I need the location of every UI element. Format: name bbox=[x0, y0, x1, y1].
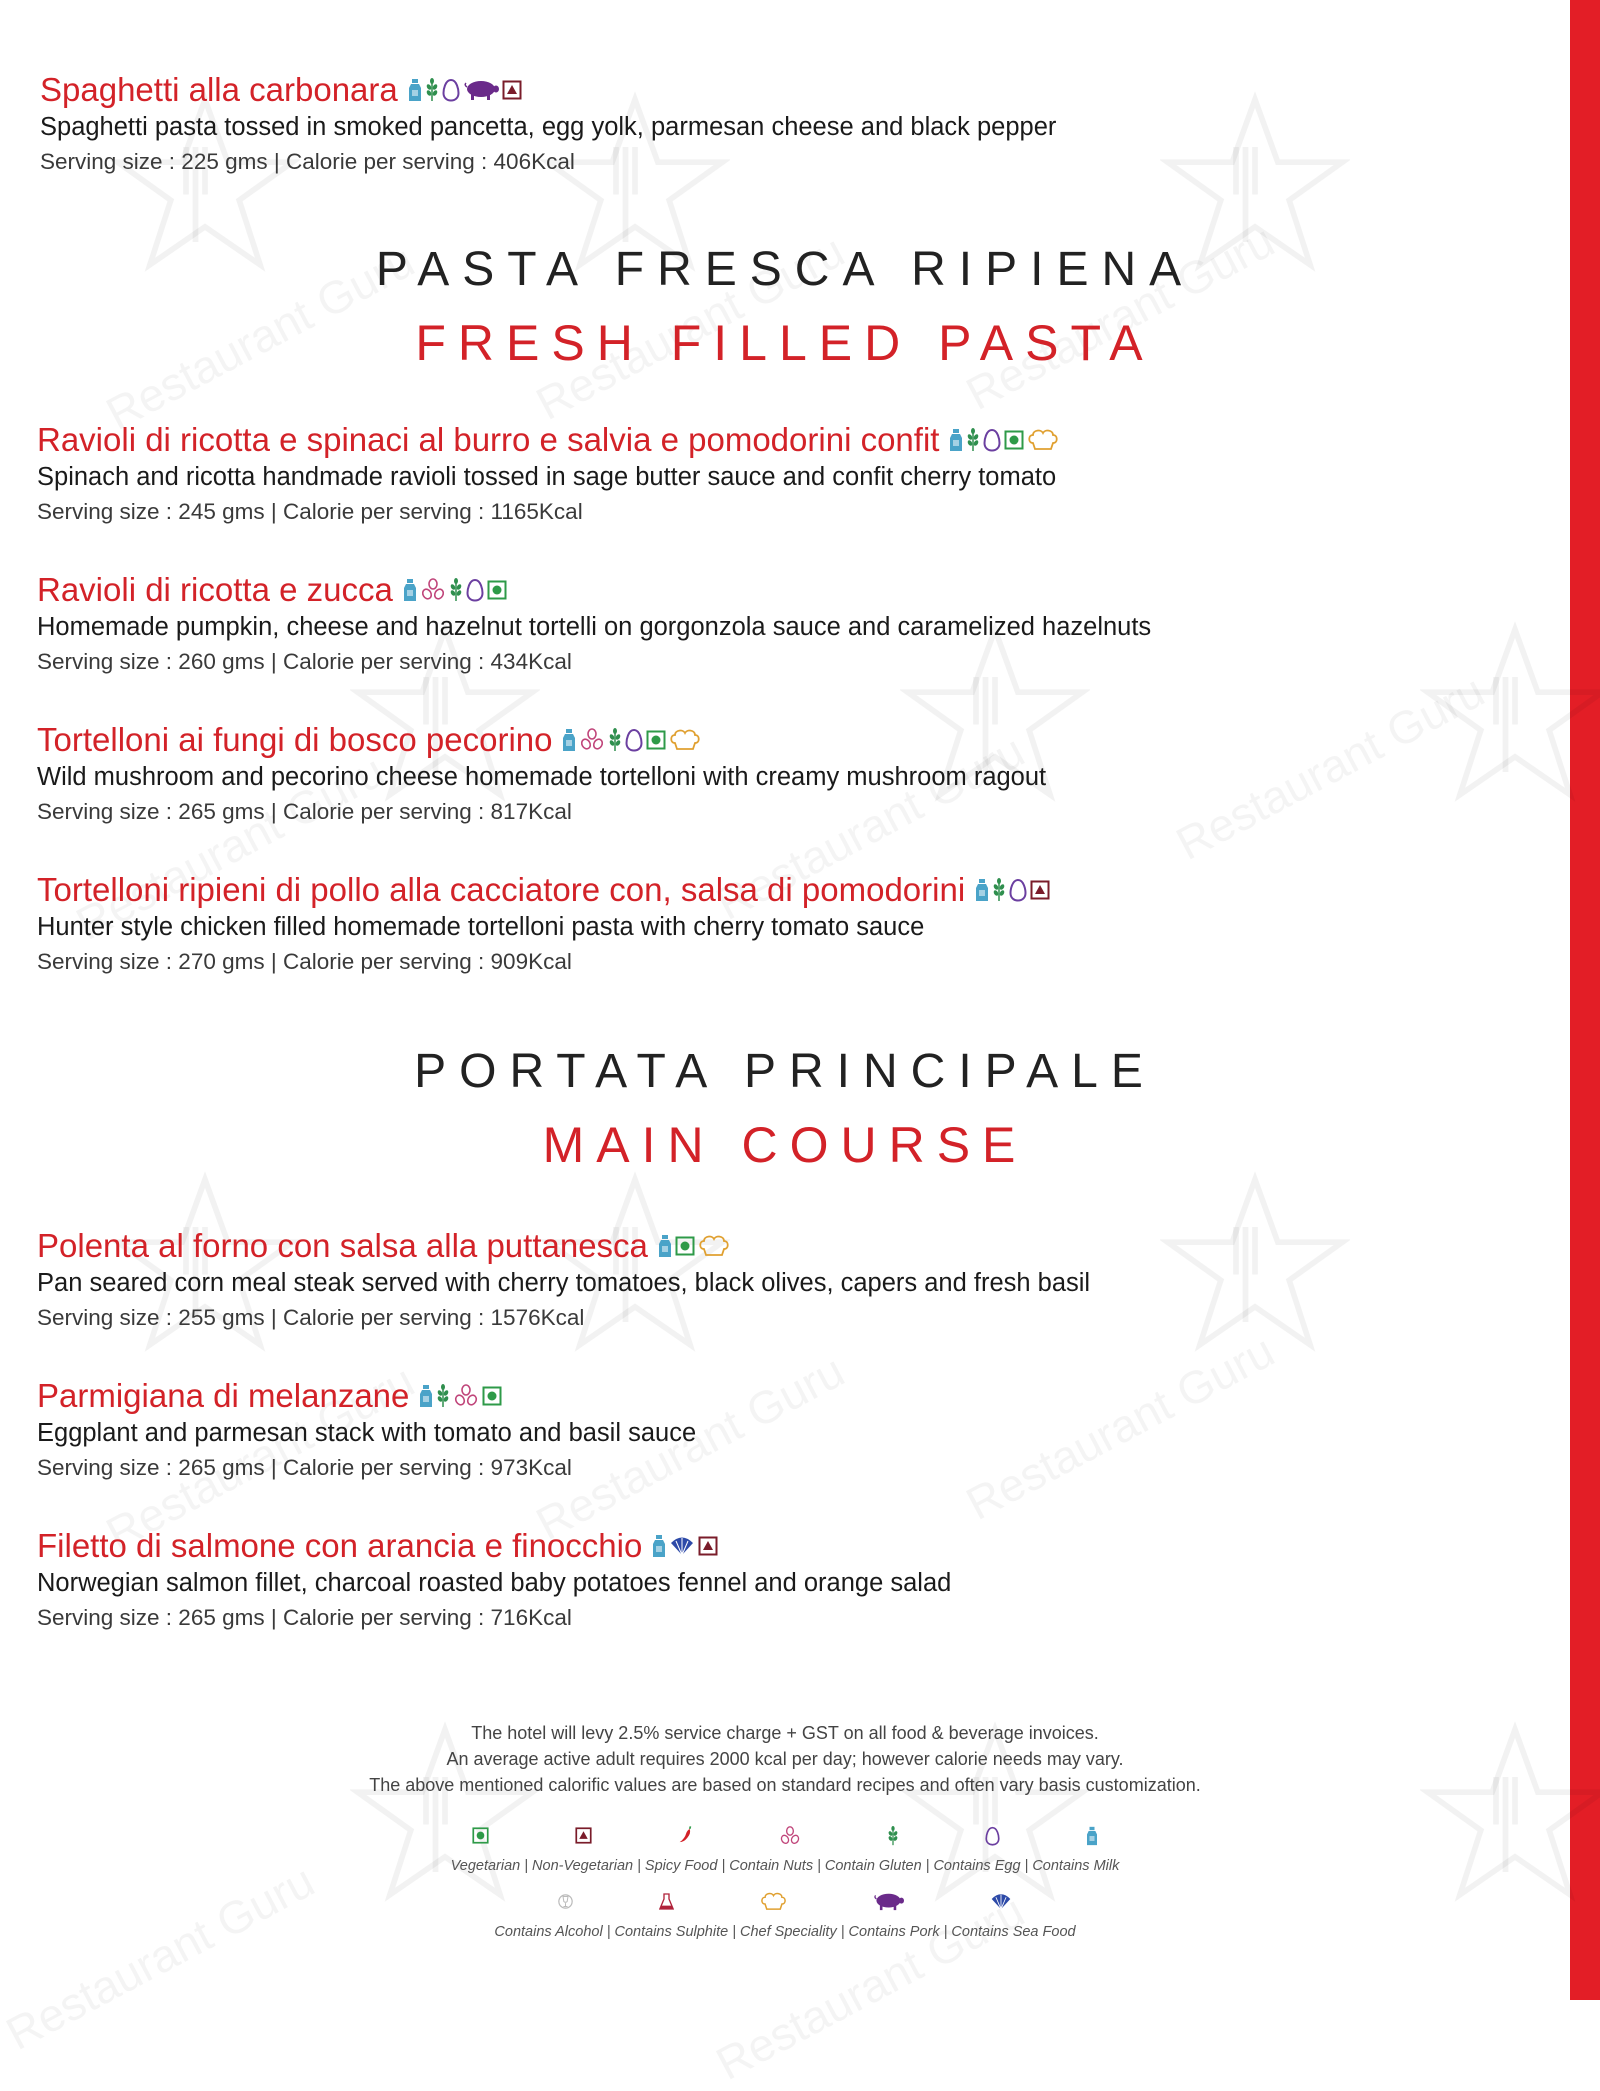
allergen-icons bbox=[562, 728, 701, 752]
non-veg-icon bbox=[698, 1536, 718, 1556]
veg-icon bbox=[472, 1827, 489, 1849]
dish-description: Homemade pumpkin, cheese and hazelnut tortelli on gorgonzola sauce and caramelized hazelnuts bbox=[37, 613, 1152, 641]
side-accent-bar bbox=[1570, 0, 1600, 2000]
gluten-icon bbox=[887, 1826, 899, 1851]
calorific-values-note: The above mentioned calorific values are based on standard recipes and often vary basis customization. bbox=[369, 1775, 1201, 1795]
milk-icon bbox=[658, 1234, 672, 1258]
dish-title: Parmigiana di melanzane bbox=[37, 1377, 410, 1414]
legend-icons bbox=[0, 1890, 1570, 1918]
section-main-course bbox=[0, 1042, 1570, 1180]
dish-serving-info: Serving size : 255 gms | Calorie per serving : 1576Kcal bbox=[37, 1305, 585, 1330]
gluten-icon bbox=[992, 878, 1006, 902]
dish-serving-info: Serving size : 245 gms | Calorie per serving : 1165Kcal bbox=[37, 499, 583, 524]
dish-serving-info: Serving size : 265 gms | Calorie per serving : 716Kcal bbox=[37, 1605, 572, 1630]
dish-serving-info: Serving size : 265 gms | Calorie per serving : 973Kcal bbox=[37, 1455, 572, 1480]
dish-serving-info: Serving size : 225 gms | Calorie per serving : 406Kcal bbox=[40, 149, 575, 174]
allergen-icons bbox=[419, 1384, 502, 1408]
watermark-text bbox=[0, 1853, 323, 2060]
section-title-english: FRESH FILLED PASTA bbox=[415, 315, 1155, 371]
section-title-italian: PORTATA PRINCIPALE bbox=[414, 1045, 1156, 1098]
sulphite-icon bbox=[659, 1892, 674, 1916]
dish-item bbox=[37, 570, 1151, 679]
dish-item bbox=[40, 70, 1056, 179]
dish-description: Hunter style chicken filled homemade tortelloni pasta with cherry tomato sauce bbox=[37, 913, 925, 941]
alcohol-icon bbox=[558, 1892, 573, 1916]
section-title-italian: PASTA FRESCA RIPIENA bbox=[375, 243, 1195, 296]
gluten-icon bbox=[966, 428, 980, 452]
pork-icon bbox=[463, 79, 499, 101]
chef-icon bbox=[760, 1892, 787, 1916]
milk-icon bbox=[419, 1384, 433, 1408]
dish-item bbox=[37, 1376, 696, 1485]
dish-serving-info: Serving size : 270 gms | Calorie per serving : 909Kcal bbox=[37, 949, 572, 974]
non-veg-icon bbox=[502, 80, 522, 100]
legend-labels: Vegetarian | Non-Vegetarian | Spicy Food | Contain Nuts | Contain Gluten | Contains Egg | Contains Milk bbox=[450, 1858, 1120, 1874]
allergen-icons bbox=[658, 1234, 730, 1258]
milk-icon bbox=[562, 728, 576, 752]
veg-icon bbox=[646, 730, 666, 750]
dish-item bbox=[37, 1526, 951, 1635]
milk-icon bbox=[1086, 1826, 1098, 1851]
watermark-logo bbox=[1160, 1170, 1350, 1360]
allergen-icons bbox=[975, 878, 1050, 902]
legend-row-1 bbox=[0, 1824, 1570, 1874]
dish-title: Polenta al forno con salsa alla puttanesca bbox=[37, 1227, 648, 1264]
egg-icon bbox=[442, 78, 460, 102]
egg-icon bbox=[1009, 878, 1027, 902]
veg-icon bbox=[1004, 430, 1024, 450]
dish-description: Norwegian salmon fillet, charcoal roasted baby potatoes fennel and orange salad bbox=[37, 1569, 952, 1597]
seafood-icon bbox=[990, 1892, 1012, 1916]
spicy-icon bbox=[678, 1826, 693, 1850]
gluten-icon bbox=[608, 728, 622, 752]
dish-item bbox=[37, 870, 1050, 979]
nuts-icon bbox=[579, 728, 605, 752]
legend-icons bbox=[0, 1824, 1570, 1852]
allergen-icons bbox=[403, 578, 507, 602]
chef-icon bbox=[1027, 429, 1059, 451]
allergen-icons bbox=[949, 428, 1059, 452]
egg-icon bbox=[983, 428, 1001, 452]
milk-icon bbox=[408, 78, 422, 102]
veg-icon bbox=[482, 1386, 502, 1406]
dish-title: Spaghetti alla carbonara bbox=[40, 71, 398, 108]
gluten-icon bbox=[425, 78, 439, 102]
dish-title: Filetto di salmone con arancia e finocchio bbox=[37, 1527, 643, 1564]
watermark-text bbox=[957, 1323, 1283, 1530]
dish-title: Tortelloni ai fungi di bosco pecorino bbox=[37, 721, 553, 758]
chef-icon bbox=[698, 1235, 730, 1257]
gluten-icon bbox=[449, 578, 463, 602]
egg-icon bbox=[625, 728, 643, 752]
seafood-icon bbox=[669, 1535, 695, 1557]
milk-icon bbox=[949, 428, 963, 452]
non-veg-icon bbox=[1030, 880, 1050, 900]
pork-icon bbox=[873, 1892, 904, 1916]
milk-icon bbox=[652, 1534, 666, 1558]
dish-description: Pan seared corn meal steak served with cherry tomatoes, black olives, capers and fresh basil bbox=[37, 1269, 1091, 1297]
nuts-icon bbox=[779, 1826, 801, 1851]
section-fresh-filled-pasta bbox=[0, 240, 1570, 378]
allergen-icons bbox=[408, 78, 522, 102]
dish-title: Ravioli di ricotta e zucca bbox=[37, 571, 393, 608]
dish-item bbox=[37, 720, 1046, 829]
veg-icon bbox=[675, 1236, 695, 1256]
dish-description: Wild mushroom and pecorino cheese homemade tortelloni with creamy mushroom ragout bbox=[37, 763, 1047, 791]
non-veg-icon bbox=[575, 1827, 592, 1849]
legend-labels: Contains Alcohol | Contains Sulphite | Chef Speciality | Contains Pork | Contains Sea Food bbox=[494, 1924, 1076, 1940]
allergen-icons bbox=[652, 1534, 718, 1558]
calorie-note: An average active adult requires 2000 kcal per day; however calorie needs may vary. bbox=[446, 1749, 1124, 1769]
nuts-icon bbox=[453, 1384, 479, 1408]
footer-notes bbox=[0, 1720, 1570, 1798]
egg-icon bbox=[985, 1826, 1000, 1851]
dish-serving-info: Serving size : 260 gms | Calorie per serving : 434Kcal bbox=[37, 649, 572, 674]
dish-title: Ravioli di ricotta e spinaci al burro e salvia e pomodorini confit bbox=[37, 421, 940, 458]
veg-icon bbox=[487, 580, 507, 600]
gluten-icon bbox=[436, 1384, 450, 1408]
section-title-english: MAIN COURSE bbox=[542, 1117, 1028, 1173]
watermark-text bbox=[1167, 663, 1493, 870]
dish-item bbox=[37, 420, 1059, 529]
dish-serving-info: Serving size : 265 gms | Calorie per serving : 817Kcal bbox=[37, 799, 572, 824]
nuts-icon bbox=[420, 578, 446, 602]
milk-icon bbox=[975, 878, 989, 902]
dish-description: Eggplant and parmesan stack with tomato and basil sauce bbox=[37, 1419, 697, 1447]
chef-icon bbox=[669, 729, 701, 751]
egg-icon bbox=[466, 578, 484, 602]
milk-icon bbox=[403, 578, 417, 602]
dish-description: Spinach and ricotta handmade ravioli tossed in sage butter sauce and confit cherry tomato bbox=[37, 463, 1057, 491]
dish-description: Spaghetti pasta tossed in smoked pancetta, egg yolk, parmesan cheese and black pepper bbox=[40, 113, 1057, 141]
service-charge-note: The hotel will levy 2.5% service charge + GST on all food & beverage invoices. bbox=[471, 1723, 1099, 1743]
dish-title: Tortelloni ripieni di pollo alla cacciatore con, salsa di pomodorini bbox=[37, 871, 966, 908]
dish-item bbox=[37, 1226, 1090, 1335]
legend-row-2 bbox=[0, 1890, 1570, 1940]
